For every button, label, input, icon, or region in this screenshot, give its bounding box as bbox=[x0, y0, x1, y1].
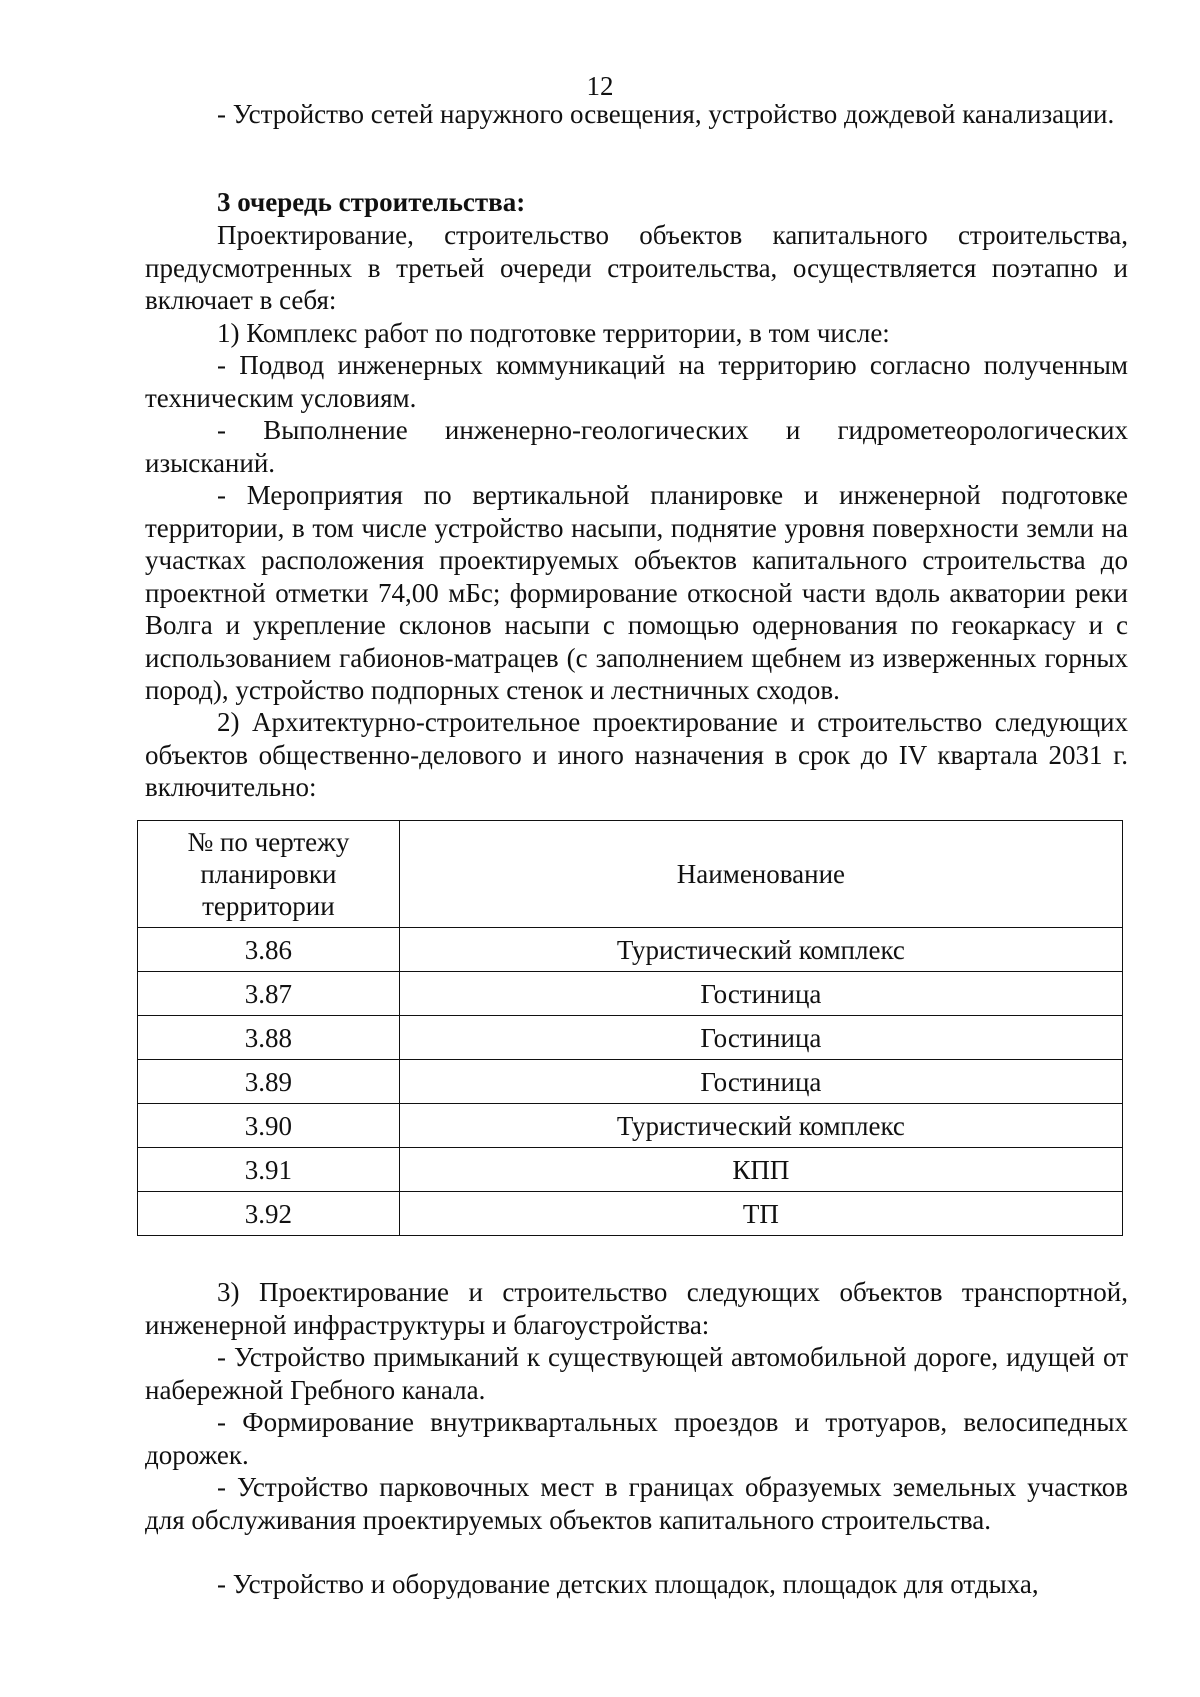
cell-name: ТП bbox=[399, 1192, 1122, 1236]
table-row bbox=[138, 1016, 1123, 1060]
cell-name: Гостиница bbox=[399, 1016, 1122, 1060]
table-row bbox=[138, 972, 1123, 1016]
header-name: Наименование bbox=[399, 821, 1122, 928]
page-number: 12 bbox=[586, 71, 614, 101]
cell-number: 3.88 bbox=[138, 1016, 400, 1060]
objects-table bbox=[137, 820, 1123, 1236]
paragraph-parking: - Устройство парковочных мест в границах образуемых земельных участков для обслуживания проектируемых объектов капитального строительства. bbox=[145, 1472, 1128, 1535]
table-row bbox=[138, 1148, 1123, 1192]
cell-number: 3.90 bbox=[138, 1104, 400, 1148]
cell-name: Туристический комплекс bbox=[399, 1104, 1122, 1148]
table-row bbox=[138, 928, 1123, 972]
table-row bbox=[138, 1060, 1123, 1104]
paragraph-item-1: 1) Комплекс работ по подготовке территории, в том числе: bbox=[217, 318, 890, 348]
paragraph-item-3: 3) Проектирование и строительство следующих объектов транспортной, инженерной инфраструктуры и благоустройства: bbox=[145, 1277, 1128, 1340]
table-row bbox=[138, 1104, 1123, 1148]
paragraph-intro: Проектирование, строительство объектов капитального строительства, предусмотренных в третьей очереди строительства, осуществляется поэтапно и включает в себя: bbox=[145, 220, 1128, 315]
cell-name: Гостиница bbox=[399, 1060, 1122, 1104]
paragraph-grading: - Мероприятия по вертикальной планировке и инженерной подготовке территории, в том числе устройство насыпи, поднятие уровня поверхности земли на участках расположения проектируемых объектов капитального строительства до проектной отметки 74,00 мБс; формирование откосной части вдоль акватории реки Волга и укрепление склонов насыпи с помощью одернования по геокаркасу и с использованием габионов-матрацев (с заполнением щебнем из изверженных горных пород), устройство подпорных стенок и лестничных сходов. bbox=[145, 480, 1128, 705]
section-heading: 3 очередь строительства: bbox=[217, 187, 526, 217]
cell-number: 3.89 bbox=[138, 1060, 400, 1104]
cell-number: 3.86 bbox=[138, 928, 400, 972]
paragraph-surveys: - Выполнение инженерно-геологических и гидрометеорологических изысканий. bbox=[145, 415, 1128, 478]
cell-number: 3.87 bbox=[138, 972, 400, 1016]
table-row bbox=[138, 1192, 1123, 1236]
paragraph-lighting-drainage: - Устройство сетей наружного освещения, устройство дождевой канализации. bbox=[217, 99, 1115, 129]
cell-name: КПП bbox=[399, 1148, 1122, 1192]
cell-number: 3.92 bbox=[138, 1192, 400, 1236]
paragraph-utilities: - Подвод инженерных коммуникаций на территорию согласно полученным техническим условиям. bbox=[145, 350, 1128, 413]
paragraph-junctions: - Устройство примыканий к существующей автомобильной дороге, идущей от набережной Гребного канала. bbox=[145, 1342, 1128, 1405]
cell-number: 3.91 bbox=[138, 1148, 400, 1192]
cell-name: Гостиница bbox=[399, 972, 1122, 1016]
paragraph-item-2: 2) Архитектурно-строительное проектирование и строительство следующих объектов общественно-делового и иного назначения в срок до IV квартала 2031 г. включительно: bbox=[145, 707, 1128, 802]
cell-name: Туристический комплекс bbox=[399, 928, 1122, 972]
table-header-row bbox=[138, 821, 1123, 928]
paragraph-playgrounds: - Устройство и оборудование детских площадок, площадок для отдыха, bbox=[217, 1569, 1039, 1599]
paragraph-driveways: - Формирование внутриквартальных проездов и тротуаров, велосипедных дорожек. bbox=[145, 1407, 1128, 1470]
header-drawing-number: № по чертежу планировки территории bbox=[138, 821, 400, 928]
